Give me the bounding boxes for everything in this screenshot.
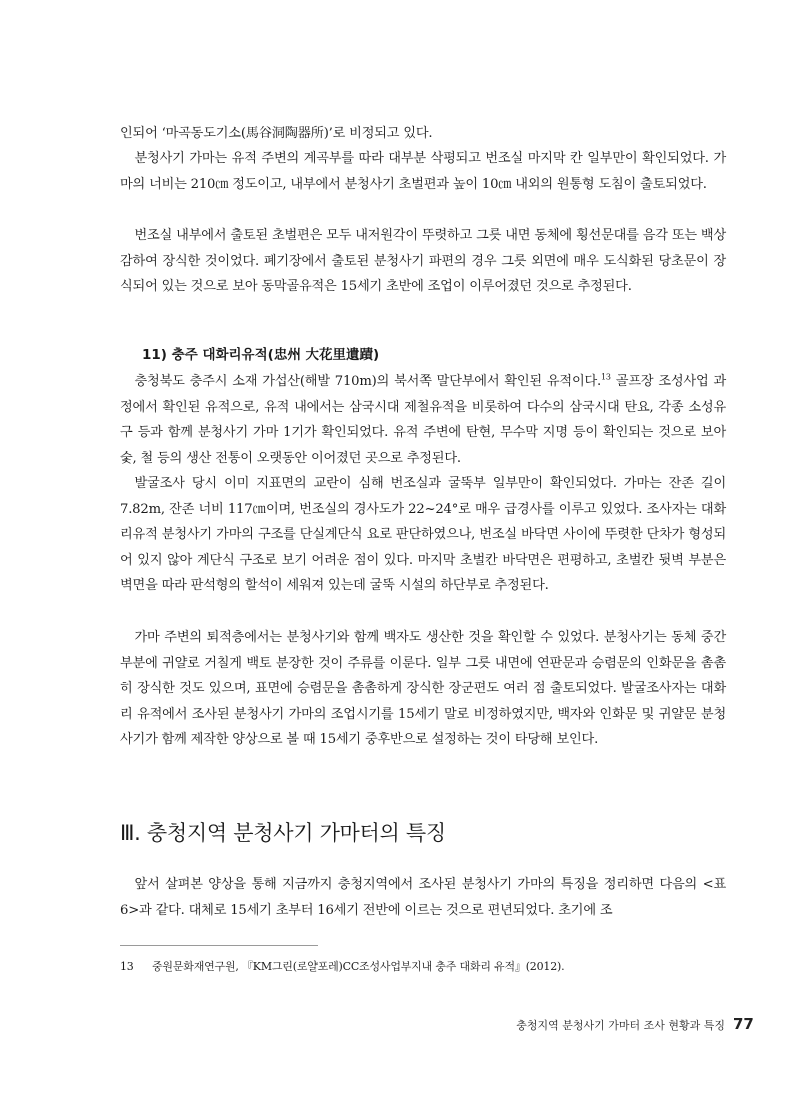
site-location-text-cont: 골프장 조성사업 과정에서 확인된 유적으로, 유적 내에서는 삼국시대 제철유적을 비롯하여 다수의 삼국시대 탄요, 각종 소성유구 등과 함께 분청사기 가마 1기가 확인되었다. 유적 주변에 탄현, 무수막 지명 등이 확인되는 것으로 보아 숯, 철 등의 생산 전통이 오랫동안 이어졌던 곳으로 추정된다. xyxy=(120,374,726,466)
intro-line: 인되어 ‘마곡동도기소(馬谷洞陶器所)’로 비정되고 있다. xyxy=(120,126,433,141)
footnote xyxy=(120,957,564,977)
paragraph-kiln-finds: 번조실 내부에서 출토된 초벌편은 모두 내저원각이 뚜렷하고 그릇 내면 동체에 횡선문대를 음각 또는 백상감하여 장식한 것이었다. 폐기장에서 출토된 분청사기 파편의 경우 그릇 외면에 매우 도식화된 당초문이 장식되어 있는 것으로 보아 동막골유적은 15세기 초반에 조업이 이루어졌던 것으로 추정된다. xyxy=(120,228,726,295)
page-number: 77 xyxy=(733,1015,754,1033)
paragraph-section-intro: 앞서 살펴본 양상을 통해 지금까지 충청지역에서 조사된 분청사기 가마의 특징을 정리하면 다음의 <표6>과 같다. 대체로 15세기 초부터 16세기 전반에 이르는 것으로 편년되었다. 초기에 조 xyxy=(120,877,726,918)
footnote-text: 중원문화재연구원, 『KM그린(로얄포레)CC조성사업부지내 충주 대화리 유적』(2012). xyxy=(152,960,565,973)
site-location-text: 충청북도 충주시 소재 가섭산(해발 710m)의 북서쪽 말단부에서 확인된 유적이다. xyxy=(134,374,602,389)
footnote-divider xyxy=(120,945,318,946)
paragraph-pottery: 가마 주변의 퇴적층에서는 분청사기와 함께 백자도 생산한 것을 확인할 수 있었다. 분청사기는 동체 중간 부분에 귀얄로 거칠게 백토 분장한 것이 주류를 이룬다. 일부 그릇 내면에 연판문과 승렴문의 인화문을 촘촘히 장식한 것도 있으며, 표면에 승렴문을 촘촘하게 장식한 장군편도 여러 점 출토되었다. 발굴조사자는 대화리 유적에서 조사된 분청사기 가마의 조업시기를 15세기 말로 비정하였지만, 백자와 인화문 및 귀얄문 분청사기가 함께 제작한 양상으로 볼 때 15세기 중후반으로 설정하는 것이 타당해 보인다. xyxy=(120,630,726,748)
subheading-daehwari: 11) 충주 대화리유적(忠州 大花里遺蹟) xyxy=(142,347,380,363)
footnote-ref[interactable]: 13 xyxy=(601,372,611,382)
running-title: 충청지역 분청사기 가마터 조사 현황과 특징 xyxy=(516,1019,725,1032)
paragraph-excavation: 발굴조사 당시 이미 지표면의 교란이 심해 번조실과 굴뚝부 일부만이 확인되었다. 가마는 잔존 길이 7.82m, 잔존 너비 117㎝이며, 번조실의 경사도가 22~24°로 매우 급경사를 이루고 있었다. 조사자는 대화리유적 분청사기 가마의 구조를 단실계단식 요로 판단하였으나, 번조실 바닥면 사이에 뚜렷한 단차가 형성되어 있지 않아 계단식 구조로 보기 어려운 점이 있다. 마지막 초벌칸 바닥면은 편평하고, 초벌칸 뒷벽 부분은 벽면을 따라 판석형의 할석이 세워져 있는데 굴뚝 시설의 하단부로 추정된다. xyxy=(120,476,726,594)
paragraph-site-location xyxy=(120,369,726,471)
section-title: Ⅲ. 충청지역 분청사기 가마터의 특징 xyxy=(120,821,446,845)
paragraph-kiln-structure: 분청사기 가마는 유적 주변의 계곡부를 따라 대부분 삭평되고 번조실 마지막 칸 일부만이 확인되었다. 가마의 너비는 210㎝ 정도이고, 내부에서 분청사기 초벌편과 높이 10㎝ 내외의 원통형 도침이 출토되었다. xyxy=(120,151,726,192)
footnote-number: 13 xyxy=(120,960,134,973)
